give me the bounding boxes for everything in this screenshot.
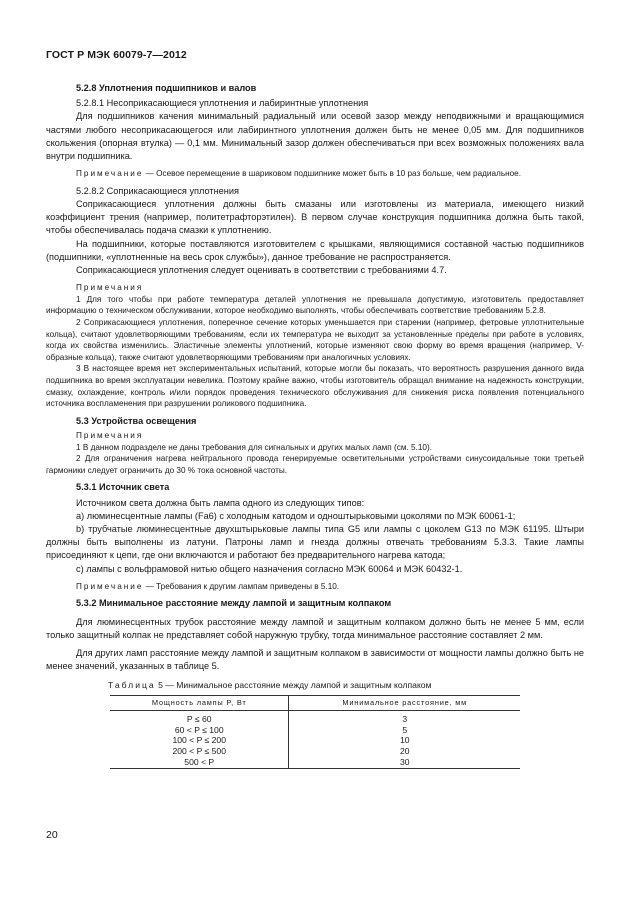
paragraph: Источником света должна быть лампа одного из следующих типов:: [76, 497, 365, 508]
paragraph: Для люминесцентных трубок расстояние между лампой и защитным колпаком должно быть не менее 5 мм, если только защитный колпак не представляет собой наружную трубку, тогда минимальное расстояние составляет 2 мм.: [46, 616, 584, 640]
page-content: [46, 82, 584, 769]
section-5-3-1-title: 5.3.1 Источник света: [76, 482, 170, 493]
note-2: 2 Для ограничения нагрева нейтрального провода генерируемые осветительными устройствами синусоидальные токи третьей гармоники следует ограничить до 30 % тока основной частоты.: [46, 454, 584, 475]
note-3: 3 В настоящее время нет экспериментальных испытаний, которые могли бы показать, что вероятность разрушения данного вида подшипника во время эксплуатации невелика. Поэтому крайне важно, чтобы изготовитель обращал внимание на надежность конструкции, смазку, охлаждение, контроль и/или порядок проведения технического обслуживания для снижения риска появления потенциального источника воспламенения при разрушении роликового подшипника.: [46, 364, 584, 409]
list-item-b: b) трубчатые люминесцентные двухштырьковые лампы типа G5 или лампы с цоколем G13 по МЭК 61195. Штыри должны быть выполнены из латуни. Патроны ламп и гнезда должны отвечать требованиям 5.3.3. Такие лампы присоединяют к цепи, где они включаются и работают без предварительного нагрева катода;: [46, 523, 584, 561]
cell-power: P ≤ 60: [186, 714, 212, 725]
paragraph: Соприкасающиеся уплотнения следует оценивать в соответствии с требованиями 4.7.: [76, 265, 447, 276]
cell-distance: 5: [289, 725, 520, 736]
section-5-2-8-title: 5.2.8 Уплотнения подшипников и валов: [76, 83, 257, 93]
cell-distance: 20: [289, 746, 520, 757]
cell-power: 200 < P ≤ 500: [172, 745, 226, 756]
cell-distance: 30: [289, 757, 520, 769]
column-header-power: Мощность лампы P, Вт: [110, 695, 289, 711]
table-caption-text: 5 — Минимальное расстояние между лампой и защитным колпаком: [155, 680, 432, 691]
note: [46, 581, 584, 593]
note-label: Примечание: [76, 581, 144, 591]
paragraph: Для других ламп расстояние между лампой и защитным колпаком в зависимости от мощности лампы должно быть не менее значений, указанных в таблице 5.: [46, 647, 584, 672]
paragraph: Соприкасающиеся уплотнения должны быть смазаны или изготовлены из материала, имеющего низкий коэффициент трения (например, политетрафторэтилен). В первом случае конструкция подшипника должна быть такой, чтобы обеспечивалась подача смазки к уплотнению.: [46, 199, 584, 236]
table-row: [110, 735, 520, 746]
table-row: [110, 711, 520, 725]
cell-distance: 3: [289, 711, 520, 725]
note-1: 1 Для того чтобы при работе температура деталей уплотнения не превышала допустимую, изготовитель предоставляет информацию о техническом обслуживании, которое необходимо выполнять, чтобы обеспечивать соответствие требованиям 5.2.8.: [46, 294, 584, 316]
column-header-distance: Минимальное расстояние, мм: [289, 695, 520, 711]
table-row: [110, 757, 520, 769]
note-1: 1 В данном подразделе не даны требования для сигнальных и других малых ламп (см. 5.10).: [76, 442, 432, 452]
table-caption: [108, 679, 584, 692]
notes-label: Примечания: [76, 283, 144, 293]
table-caption-label: Таблица: [108, 680, 156, 691]
paragraph: На подшипники, которые поставляются изготовителем с крышками, являющимися составной частью подшипников (подшипники, «уплотненные на весь срок службы»), данное требование не распространяется.: [46, 238, 584, 262]
document-header: ГОСТ Р МЭК 60079-7—2012: [46, 49, 187, 61]
table-5: [110, 695, 520, 770]
note-2: 2 Соприкасающиеся уплотнения, поперечное сечение которых уменьшается при старении (например, фетровые уплотнительные кольца), считают удовлетворяющими требованиям, если их температура не выходит за установленные пределы при работе в условиях, когда их свойства изменились. Эластичные элементы уплотнений, которые изменяют свою форму во время вращения (например, V-образные кольца), также считают удовлетворяющими требованиям при аналогичных условиях.: [46, 318, 584, 362]
page-number: 20: [46, 829, 58, 841]
table-row: [110, 725, 520, 736]
table-row: [110, 746, 520, 757]
note-text: — Осевое перемещение в шариковом подшипнике может быть в 10 раз больше, чем радиальное.: [143, 169, 521, 179]
cell-power: 500 < P: [110, 757, 289, 769]
paragraph: Для подшипников качения минимальный радиальный или осевой зазор между неподвижными и вращающимися частями любого несоприкасающегося или лабиринтного уплотнения должен быть не менее 0,05 мм. Для подшипников скольжения (опорная втулка) — 0,1 мм. Минимальный зазор должен обеспечиваться при всех возможных положениях вала внутри подшипника.: [46, 111, 584, 162]
cell-distance: 10: [289, 735, 520, 746]
notes-label: Примечания: [76, 430, 144, 440]
cell-power: 60 < P ≤ 100: [174, 724, 224, 735]
list-item-c: с) лампы с вольфрамовой нитью общего назначения согласно МЭК 60064 и МЭК 60432-1.: [76, 563, 463, 574]
list-item-a: а) люминесцентные лампы (Fa6) с холодным катодом и одноштырьковыми цоколями по МЭК 60061-1;: [76, 510, 516, 521]
cell-power: 100 < P ≤ 200: [172, 735, 226, 746]
section-5-3-title: 5.3 Устройства освещения: [76, 415, 197, 426]
subsection-5-2-8-1-title: 5.2.8.1 Несоприкасающиеся уплотнения и лабиринтные уплотнения: [76, 98, 369, 109]
note: [46, 168, 584, 180]
note-text: — Требования к другим лампам приведены в 5.10.: [143, 581, 340, 591]
subsection-5-2-8-2-title: 5.2.8.2 Соприкасающиеся уплотнения: [76, 185, 239, 196]
note-label: Примечание: [76, 169, 144, 179]
section-5-3-2-title: 5.3.2 Минимальное расстояние между лампой и защитным колпаком: [76, 598, 392, 609]
